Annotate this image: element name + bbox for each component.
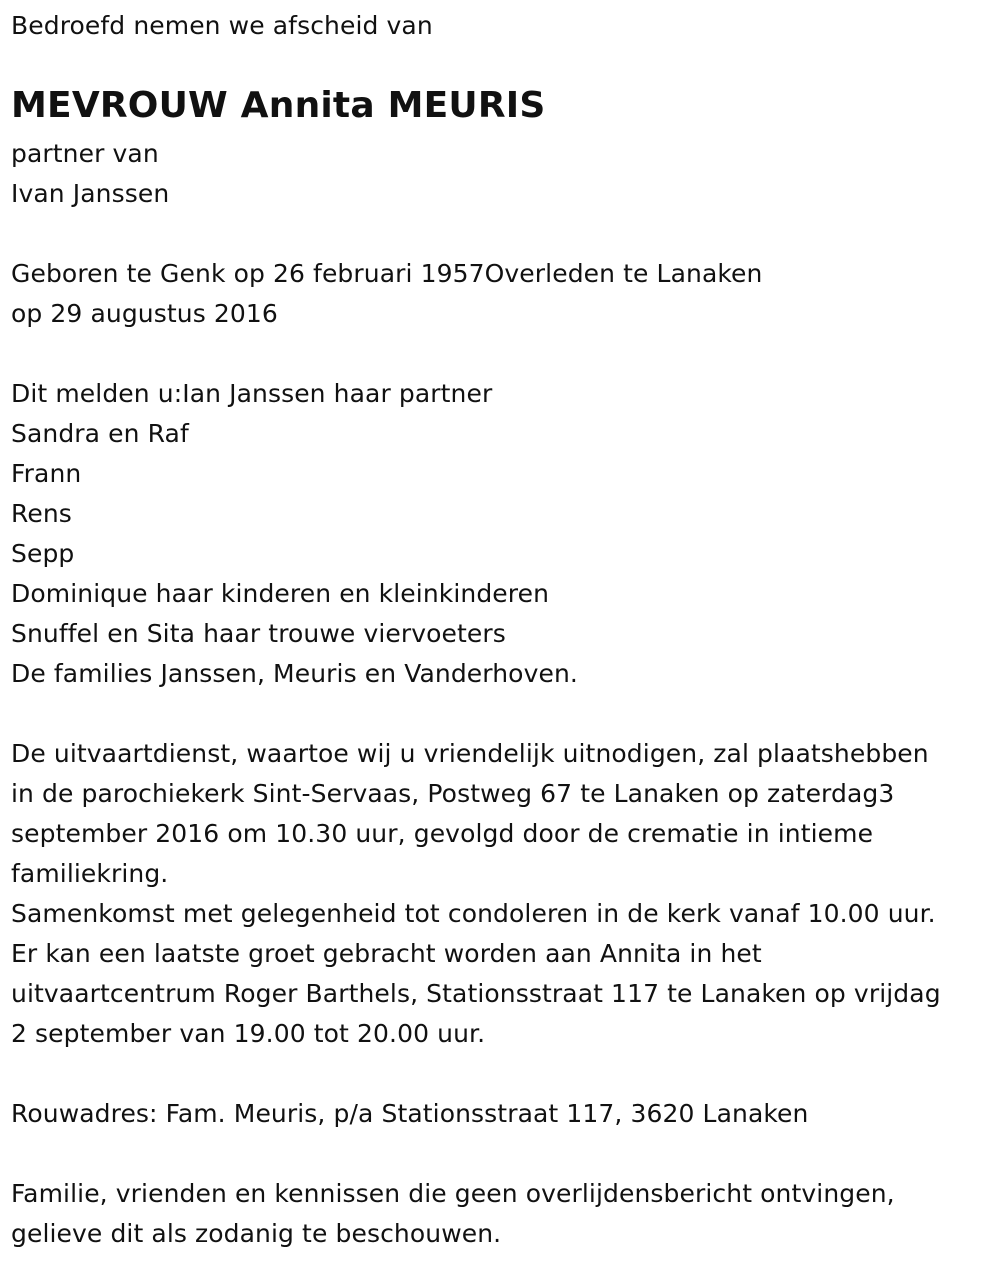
funeral-service-block xyxy=(11,734,941,1054)
birth-death-block xyxy=(11,254,762,334)
family-line: Sandra en Raf xyxy=(11,419,189,448)
service-line: uitvaartcentrum Roger Barthels, Stationsstraat 117 te Lanaken op vrijdag xyxy=(11,979,941,1008)
deceased-name: MEVROUW Annita MEURIS xyxy=(11,85,546,126)
closing-line: gelieve dit als zodanig te beschouwen. xyxy=(11,1219,502,1248)
intro-text: Bedroefd nemen we afscheid van xyxy=(11,11,433,40)
service-line: in de parochiekerk Sint-Servaas, Postweg 67 te Lanaken op zaterdag3 xyxy=(11,779,895,808)
service-line: september 2016 om 10.30 uur, gevolgd door de crematie in intieme xyxy=(11,819,874,848)
birth-death-line: Geboren te Genk op 26 februari 1957Overleden te Lanaken xyxy=(11,259,763,288)
closing-block xyxy=(11,1174,895,1254)
mourning-address: Rouwadres: Fam. Meuris, p/a Stationsstraat 117, 3620 Lanaken xyxy=(11,1099,809,1128)
family-line: De families Janssen, Meuris en Vanderhoven. xyxy=(11,659,578,688)
service-line: Samenkomst met gelegenheid tot condoleren in de kerk vanaf 10.00 uur. xyxy=(11,899,936,928)
partner-block xyxy=(11,134,169,214)
closing-line: Familie, vrienden en kennissen die geen overlijdensbericht ontvingen, xyxy=(11,1179,895,1208)
birth-death-line: op 29 augustus 2016 xyxy=(11,299,278,328)
family-line: Sepp xyxy=(11,539,75,568)
family-block xyxy=(11,374,578,694)
partner-label: partner van xyxy=(11,139,159,168)
partner-name: Ivan Janssen xyxy=(11,179,170,208)
service-line: familiekring. xyxy=(11,859,169,888)
family-line: Dit melden u:Ian Janssen haar partner xyxy=(11,379,493,408)
family-line: Rens xyxy=(11,499,72,528)
service-line: De uitvaartdienst, waartoe wij u vriendelijk uitnodigen, zal plaatshebben xyxy=(11,739,929,768)
family-line: Dominique haar kinderen en kleinkinderen xyxy=(11,579,550,608)
service-line: Er kan een laatste groet gebracht worden aan Annita in het xyxy=(11,939,762,968)
family-line: Snuffel en Sita haar trouwe viervoeters xyxy=(11,619,506,648)
family-line: Frann xyxy=(11,459,82,488)
service-line: 2 september van 19.00 tot 20.00 uur. xyxy=(11,1019,486,1048)
mourning-address-block xyxy=(11,1094,808,1134)
